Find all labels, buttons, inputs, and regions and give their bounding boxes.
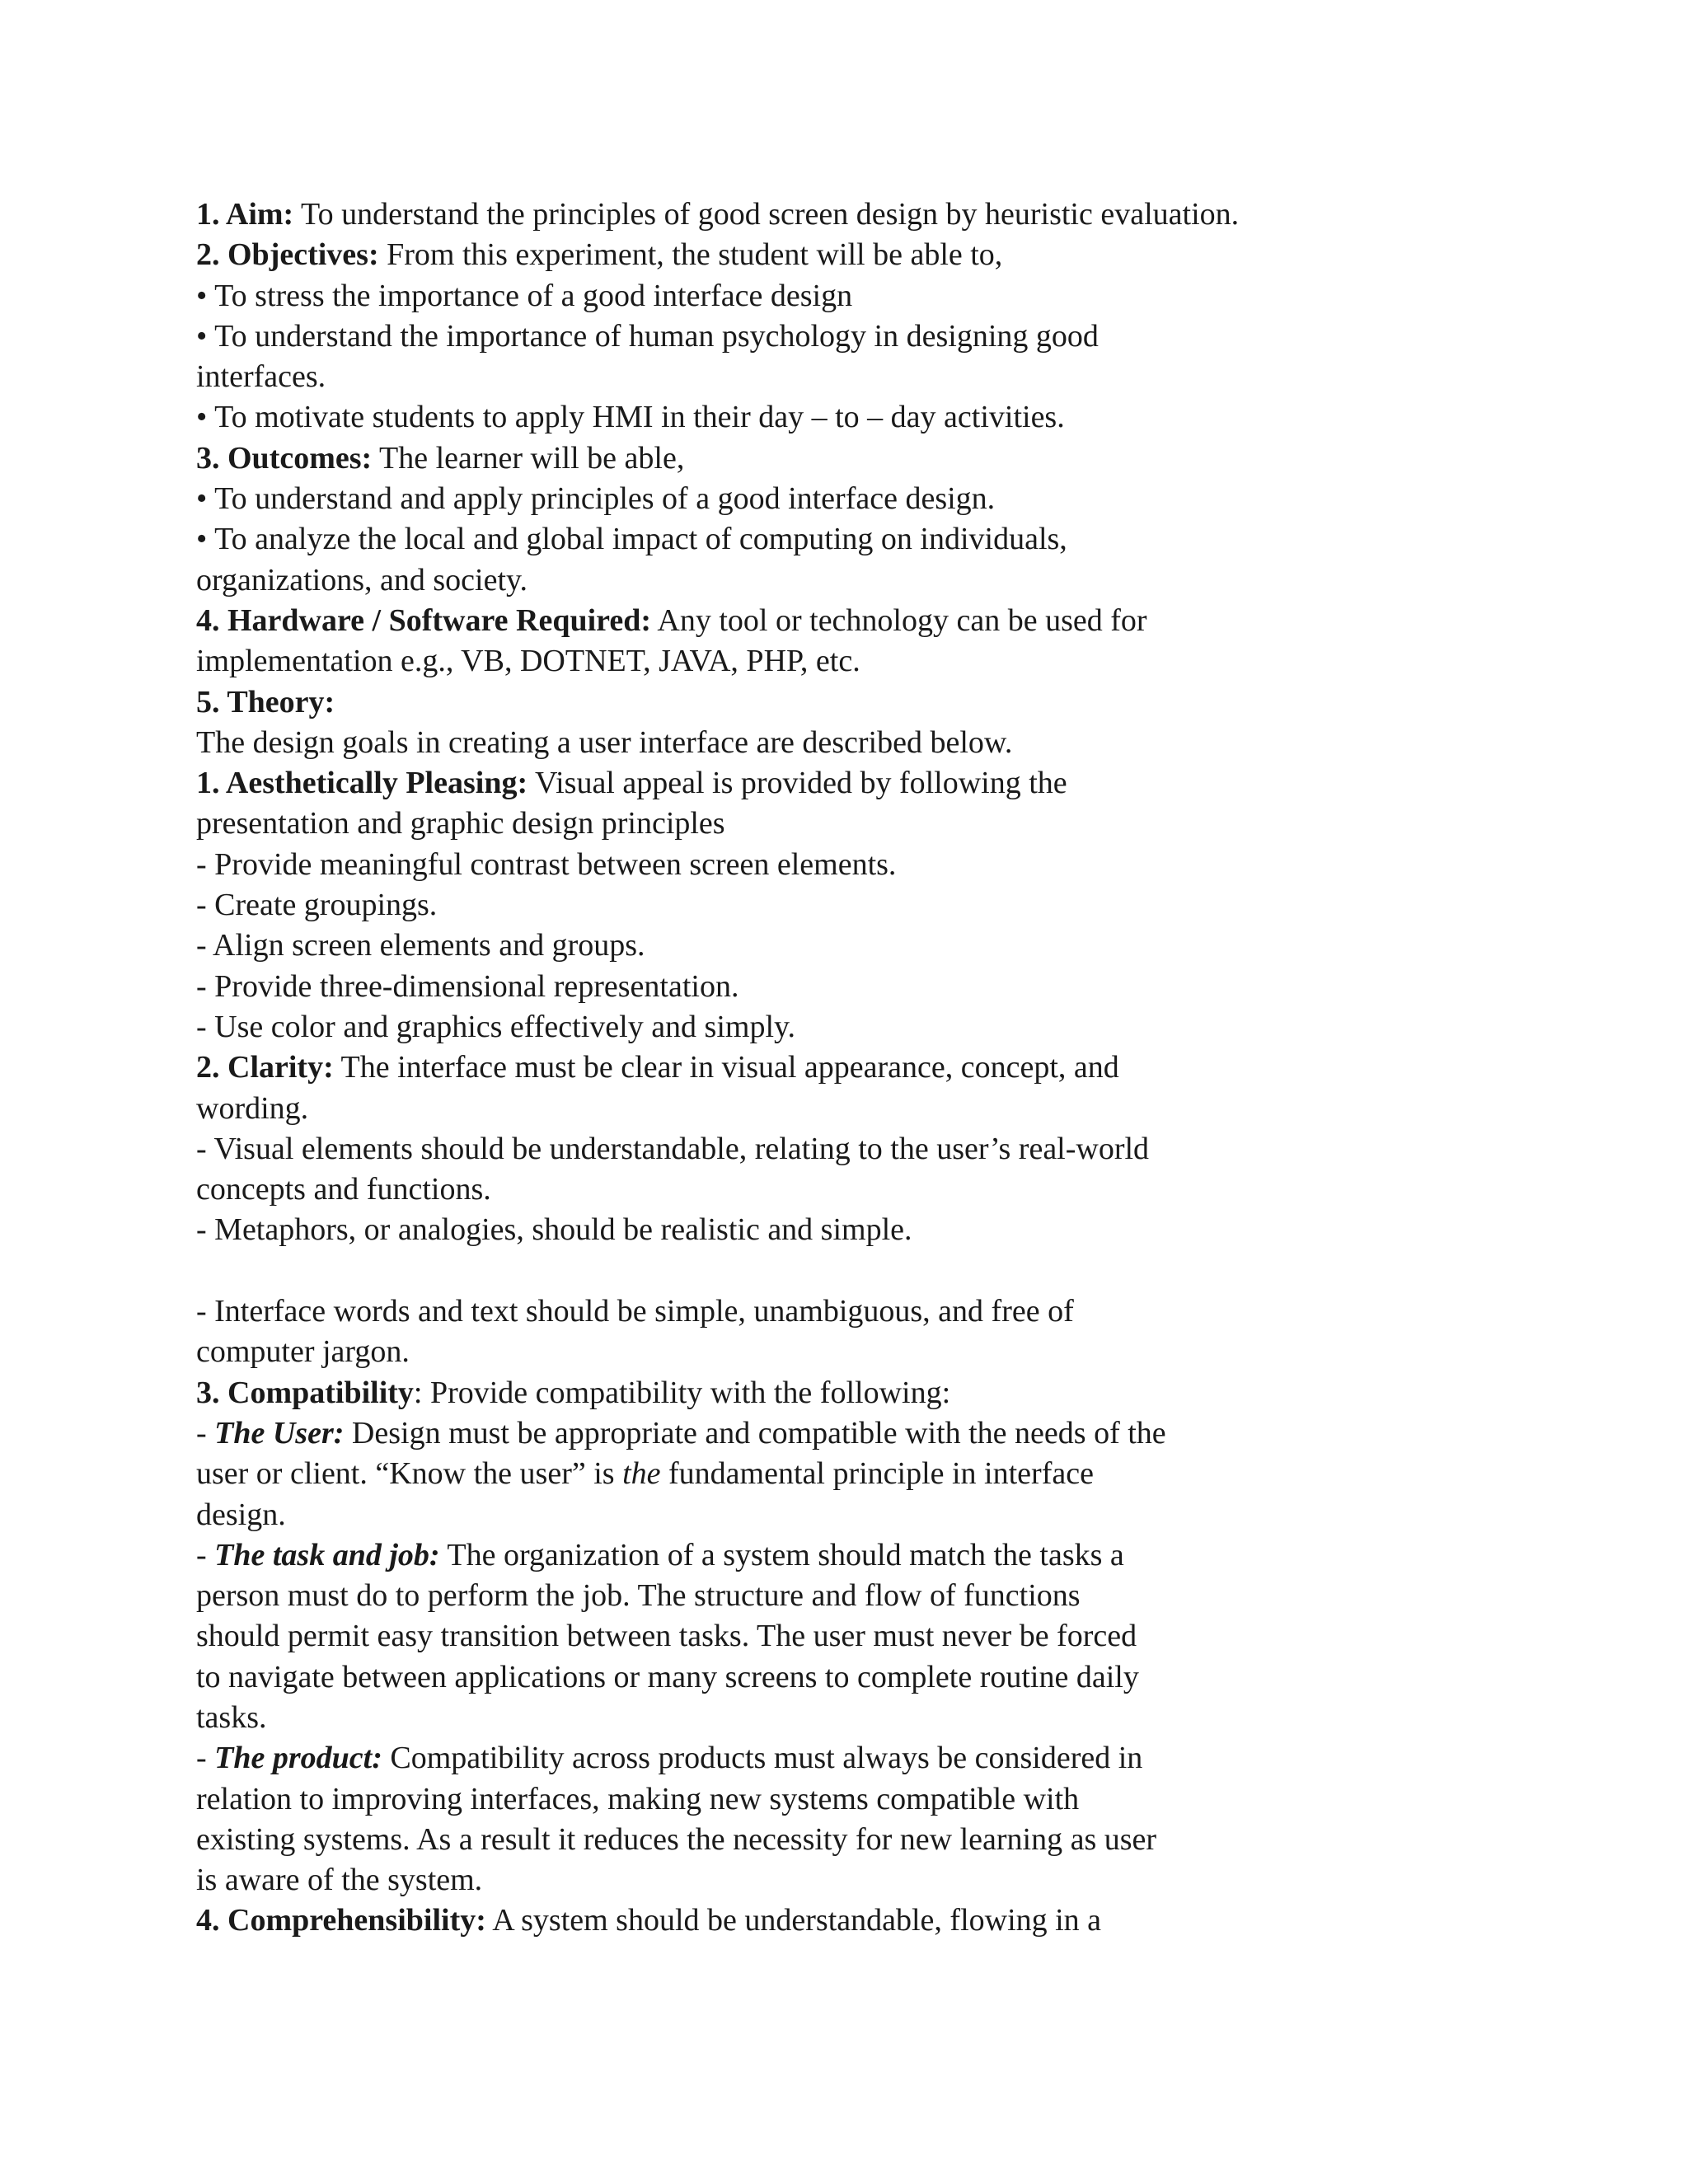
aesthetic-item: - Use color and graphics effectively and simply. xyxy=(196,1009,796,1044)
compat-product-line xyxy=(196,1738,1515,1779)
clarity-text: The interface must be clear in visual appearance, concept, and xyxy=(333,1050,1119,1085)
comprehensibility-label: 4. Comprehensibility: xyxy=(196,1903,486,1938)
aim-text: To understand the principles of good screen design by heuristic evaluation. xyxy=(293,197,1240,232)
objectives-label: 2. Objectives: xyxy=(196,237,379,273)
clarity-item: concepts and functions. xyxy=(196,1172,491,1207)
comprehensibility-line xyxy=(196,1900,1515,1941)
hardware-text: Any tool or technology can be used for xyxy=(651,602,1147,638)
compat-product-continuation: is aware of the system. xyxy=(196,1863,483,1898)
clarity-item: - Metaphors, or analogies, should be realistic and simple. xyxy=(196,1212,912,1248)
compat-task-continuation: person must do to perform the job. The structure and flow of functions xyxy=(196,1578,1081,1614)
outcomes-label: 3. Outcomes: xyxy=(196,440,373,476)
objective-item: • To understand the importance of human psychology in designing good xyxy=(196,318,1099,354)
compat-user-label: The User: xyxy=(214,1415,345,1451)
outcomes-line xyxy=(196,438,1515,479)
compat-user-text: Design must be appropriate and compatible with the needs of the xyxy=(344,1415,1166,1451)
outcomes-text: The learner will be able, xyxy=(372,440,685,476)
aesthetic-item: - Create groupings. xyxy=(196,888,438,923)
outcome-item: organizations, and society. xyxy=(196,562,528,598)
aesthetic-item: - Align screen elements and groups. xyxy=(196,928,645,963)
document-body xyxy=(196,194,1515,1942)
compat-user-line-3: design. xyxy=(196,1497,286,1532)
compatibility-line xyxy=(196,1373,1515,1413)
comprehensibility-text: A system should be understandable, flowing in a xyxy=(485,1903,1102,1938)
compat-product-dash: - xyxy=(196,1741,215,1776)
outcome-item: • To analyze the local and global impact of computing on individuals, xyxy=(196,522,1067,557)
compat-user-dash: - xyxy=(196,1415,215,1451)
outcome-item: • To understand and apply principles of a good interface design. xyxy=(196,481,996,517)
clarity-item: - Interface words and text should be simple, unambiguous, and free of xyxy=(196,1294,1074,1329)
aesthetic-line-2: presentation and graphic design principles xyxy=(196,806,725,841)
aesthetic-label: 1. Aesthetically Pleasing: xyxy=(196,766,528,801)
theory-intro: The design goals in creating a user interface are described below. xyxy=(196,724,1013,760)
theory-label: 5. Theory: xyxy=(196,684,335,719)
compat-product-continuation: relation to improving interfaces, making new systems compatible with xyxy=(196,1781,1080,1816)
compat-user-line xyxy=(196,1413,1515,1454)
hardware-line xyxy=(196,601,1515,641)
aim-line xyxy=(196,194,1515,235)
compatibility-label: 3. Compatibility xyxy=(196,1375,414,1410)
aesthetic-line xyxy=(196,763,1515,804)
clarity-line-2: wording. xyxy=(196,1090,309,1126)
objective-item: interfaces. xyxy=(196,359,326,395)
compat-task-continuation: to navigate between applications or many screens to complete routine daily xyxy=(196,1659,1139,1694)
compat-user-line-2 xyxy=(196,1454,1515,1494)
compat-task-dash: - xyxy=(196,1537,215,1572)
paragraph-gap xyxy=(196,1251,1515,1291)
hardware-line-2: implementation e.g., VB, DOTNET, JAVA, PHP, etc. xyxy=(196,644,860,679)
clarity-label: 2. Clarity: xyxy=(196,1050,334,1085)
compat-task-label: The task and job: xyxy=(214,1537,440,1572)
aesthetic-text: Visual appeal is provided by following the xyxy=(528,766,1067,801)
hardware-label: 4. Hardware / Software Required: xyxy=(196,602,652,638)
clarity-item: computer jargon. xyxy=(196,1334,410,1370)
compat-product-text: Compatibility across products must always be considered in xyxy=(382,1741,1143,1776)
compat-product-continuation: existing systems. As a result it reduces the necessity for new learning as user xyxy=(196,1821,1157,1857)
objective-item: • To motivate students to apply HMI in their day – to – day activities. xyxy=(196,400,1065,435)
objectives-line xyxy=(196,235,1515,275)
objectives-text: From this experiment, the student will be able to, xyxy=(378,237,1003,273)
compatibility-text: : Provide compatibility with the following: xyxy=(413,1375,951,1410)
compat-user-emphasis: the xyxy=(622,1456,661,1492)
aim-label: 1. Aim: xyxy=(196,197,294,232)
compat-task-text: The organization of a system should match the tasks a xyxy=(439,1537,1124,1572)
compat-user-line-2b: fundamental principle in interface xyxy=(660,1456,1094,1492)
compat-product-label: The product: xyxy=(214,1741,382,1776)
clarity-line xyxy=(196,1047,1515,1088)
compat-user-line-2a: user or client. “Know the user” is xyxy=(196,1456,623,1492)
compat-task-line xyxy=(196,1535,1515,1576)
objective-item: • To stress the importance of a good interface design xyxy=(196,278,853,313)
clarity-item: - Visual elements should be understandable, relating to the user’s real-world xyxy=(196,1131,1150,1166)
compat-task-continuation: tasks. xyxy=(196,1699,267,1735)
aesthetic-item: - Provide meaningful contrast between screen elements. xyxy=(196,846,897,882)
theory-heading xyxy=(196,682,1515,723)
aesthetic-item: - Provide three-dimensional representation. xyxy=(196,968,739,1004)
compat-task-continuation: should permit easy transition between tasks. The user must never be forced xyxy=(196,1619,1137,1654)
